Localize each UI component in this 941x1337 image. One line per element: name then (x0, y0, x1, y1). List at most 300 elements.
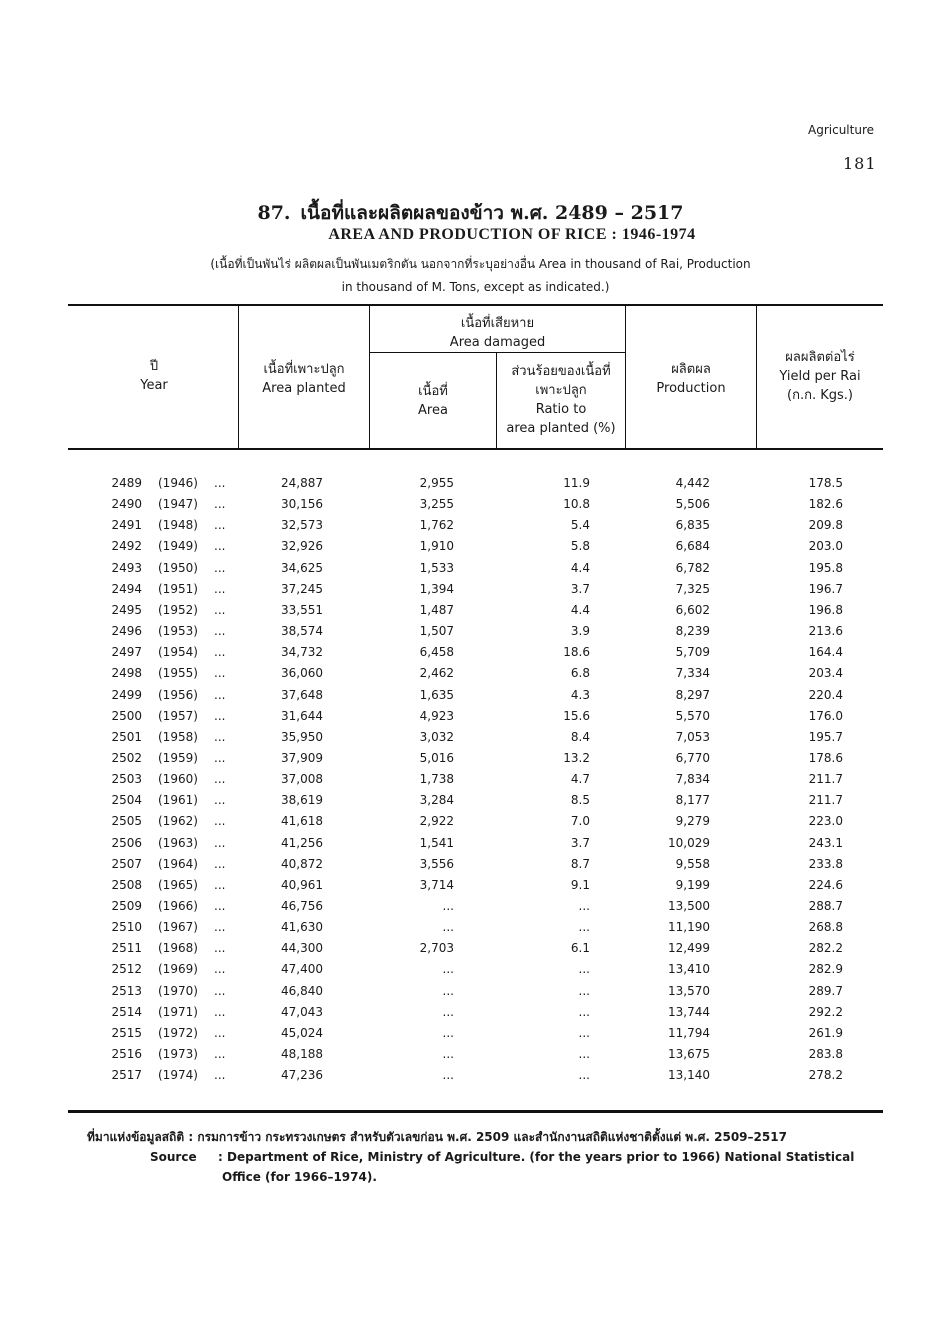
cell-year-be: 2499 (111, 687, 142, 702)
cell-production: 13,675 (668, 1047, 710, 1062)
cell-yield: 282.9 (808, 962, 843, 977)
table-row (0, 878, 941, 896)
cell-area-damaged: 1,533 (419, 560, 454, 575)
cell-ratio: ... (578, 1025, 590, 1040)
cell-area-damaged: 1,762 (419, 518, 454, 533)
cell-ratio: 8.4 (570, 729, 590, 744)
table-number: 87. (257, 202, 291, 224)
title-thai-text: เนื้อที่และผลิตผลของข้าว พ.ศ. 2489 – 2517 (300, 202, 684, 224)
cell-leader-dots: ... (214, 1025, 226, 1040)
header-year (70, 357, 238, 395)
cell-leader-dots: ... (214, 793, 226, 808)
cell-year-be: 2489 (111, 476, 142, 490)
table-row (0, 582, 941, 600)
header-bottom-rule (68, 448, 883, 450)
cell-area-damaged: 1,635 (419, 687, 454, 702)
cell-area-damaged: ... (442, 1025, 454, 1040)
table-row (0, 666, 941, 684)
cell-area-planted: 31,644 (281, 708, 323, 723)
header-area-planted (239, 360, 369, 398)
cell-year-ce: (1969) (158, 962, 198, 977)
cell-ratio: 9.1 (570, 877, 590, 892)
cell-year-ce: (1965) (158, 877, 198, 892)
table-row (0, 709, 941, 727)
cell-year-ce: (1964) (158, 856, 198, 871)
cell-year-ce: (1957) (158, 708, 198, 723)
header-ratio-english-2: area planted (%) (506, 421, 616, 436)
cell-leader-dots: ... (214, 877, 226, 892)
cell-yield: 203.4 (808, 666, 843, 681)
cell-area-damaged: ... (442, 1068, 454, 1083)
table-row (0, 836, 941, 854)
cell-ratio: ... (578, 899, 590, 913)
cell-year-be: 2509 (111, 899, 142, 913)
cell-area-damaged: ... (442, 1004, 454, 1019)
cell-year-be: 2491 (111, 518, 142, 533)
cell-year-ce: (1956) (158, 687, 198, 702)
table-row (0, 793, 941, 811)
cell-ratio: 3.7 (570, 581, 590, 596)
cell-area-damaged: 3,032 (419, 729, 454, 744)
cell-leader-dots: ... (214, 1068, 226, 1083)
cell-production: 9,199 (675, 877, 710, 892)
cell-yield: 288.7 (808, 899, 843, 913)
cell-leader-dots: ... (214, 941, 226, 956)
cell-ratio: 4.7 (570, 772, 590, 787)
cell-area-damaged: 3,255 (419, 497, 454, 512)
cell-year-be: 2512 (111, 962, 142, 977)
cell-yield: 233.8 (808, 856, 843, 871)
cell-leader-dots: ... (214, 539, 226, 554)
cell-area-damaged: ... (442, 899, 454, 913)
cell-area-planted: 40,961 (281, 877, 323, 892)
cell-year-ce: (1972) (158, 1025, 198, 1040)
cell-production: 7,834 (675, 772, 710, 787)
header-ratio-thai-1: ส่วนร้อยของเนื้อที่ (511, 364, 611, 379)
cell-leader-dots: ... (214, 687, 226, 702)
cell-leader-dots: ... (214, 476, 226, 490)
cell-ratio: 3.7 (570, 835, 590, 850)
cell-ratio: 3.9 (570, 624, 590, 639)
cell-area-damaged: 1,394 (419, 581, 454, 596)
cell-production: 13,744 (668, 1004, 710, 1019)
table-row (0, 920, 941, 938)
table-row (0, 1026, 941, 1044)
cell-area-planted: 37,648 (281, 687, 323, 702)
running-header: Agriculture (808, 123, 874, 137)
cell-production: 8,239 (675, 624, 710, 639)
cell-yield: 282.2 (808, 941, 843, 956)
cell-production: 7,053 (675, 729, 710, 744)
table-row (0, 476, 941, 494)
cell-yield: 268.8 (808, 920, 843, 935)
cell-leader-dots: ... (214, 920, 226, 935)
cell-leader-dots: ... (214, 645, 226, 660)
cell-production: 5,709 (675, 645, 710, 660)
table-row (0, 1005, 941, 1023)
cell-area-damaged: 2,462 (419, 666, 454, 681)
cell-production: 11,190 (668, 920, 710, 935)
cell-production: 5,506 (675, 497, 710, 512)
cell-area-planted: 37,245 (281, 581, 323, 596)
header-yield-english: Yield per Rai (779, 369, 861, 384)
cell-year-be: 2507 (111, 856, 142, 871)
cell-ratio: 5.8 (570, 539, 590, 554)
cell-production: 8,297 (675, 687, 710, 702)
cell-area-planted: 46,756 (281, 899, 323, 913)
cell-area-damaged: ... (442, 920, 454, 935)
cell-area-planted: 47,400 (281, 962, 323, 977)
cell-area-planted: 41,630 (281, 920, 323, 935)
cell-year-ce: (1962) (158, 814, 198, 829)
header-area-damaged-thai: เนื้อที่เสียหาย (460, 316, 535, 331)
header-production-thai: ผลิตผล (671, 362, 711, 377)
cell-ratio: ... (578, 962, 590, 977)
cell-yield: 223.0 (808, 814, 843, 829)
cell-area-planted: 36,060 (281, 666, 323, 681)
cell-year-be: 2505 (111, 814, 142, 829)
cell-area-planted: 47,236 (281, 1068, 323, 1083)
table-row (0, 1047, 941, 1065)
source-english (150, 1147, 854, 1187)
cell-yield: 278.2 (808, 1068, 843, 1083)
source-colon-english: : (218, 1150, 223, 1164)
cell-area-planted: 34,625 (281, 560, 323, 575)
cell-year-be: 2504 (111, 793, 142, 808)
cell-year-be: 2497 (111, 645, 142, 660)
cell-year-ce: (1953) (158, 624, 198, 639)
cell-area-planted: 45,024 (281, 1025, 323, 1040)
cell-production: 7,334 (675, 666, 710, 681)
cell-year-ce: (1968) (158, 941, 198, 956)
cell-year-be: 2492 (111, 539, 142, 554)
cell-year-ce: (1961) (158, 793, 198, 808)
cell-ratio: 7.0 (570, 814, 590, 829)
cell-leader-dots: ... (214, 560, 226, 575)
cell-area-planted: 32,926 (281, 539, 323, 554)
cell-ratio: ... (578, 1047, 590, 1062)
cell-leader-dots: ... (214, 581, 226, 596)
cell-year-be: 2495 (111, 602, 142, 617)
header-year-thai: ปี (149, 359, 159, 374)
cell-production: 6,602 (675, 602, 710, 617)
cell-area-planted: 47,043 (281, 1004, 323, 1019)
cell-area-damaged: 1,910 (419, 539, 454, 554)
cell-leader-dots: ... (214, 856, 226, 871)
table-row (0, 603, 941, 621)
cell-production: 9,279 (675, 814, 710, 829)
cell-ratio: 6.8 (570, 666, 590, 681)
cell-area-planted: 38,574 (281, 624, 323, 639)
cell-area-damaged: 3,284 (419, 793, 454, 808)
table-top-rule (68, 304, 883, 306)
cell-year-be: 2510 (111, 920, 142, 935)
cell-production: 12,499 (668, 941, 710, 956)
cell-ratio: 8.7 (570, 856, 590, 871)
cell-year-ce: (1966) (158, 899, 198, 913)
cell-year-ce: (1952) (158, 602, 198, 617)
cell-yield: 196.7 (808, 581, 843, 596)
cell-area-planted: 37,909 (281, 750, 323, 765)
cell-yield: 209.8 (808, 518, 843, 533)
cell-ratio: ... (578, 983, 590, 998)
cell-year-be: 2513 (111, 983, 142, 998)
cell-area-planted: 37,008 (281, 772, 323, 787)
cell-year-ce: (1955) (158, 666, 198, 681)
cell-area-damaged: 2,703 (419, 941, 454, 956)
cell-year-be: 2494 (111, 581, 142, 596)
header-damaged-area (370, 382, 496, 420)
cell-leader-dots: ... (214, 899, 226, 913)
cell-area-planted: 38,619 (281, 793, 323, 808)
cell-yield: 292.2 (808, 1004, 843, 1019)
cell-yield: 178.6 (808, 750, 843, 765)
cell-area-planted: 35,950 (281, 729, 323, 744)
cell-year-be: 2502 (111, 750, 142, 765)
header-area-planted-english: Area planted (262, 381, 346, 396)
cell-yield: 203.0 (808, 539, 843, 554)
cell-year-be: 2500 (111, 708, 142, 723)
cell-area-damaged: ... (442, 983, 454, 998)
cell-area-planted: 24,887 (281, 476, 323, 490)
cell-ratio: 13.2 (563, 750, 590, 765)
damaged-subheader-rule (369, 352, 625, 353)
cell-ratio: ... (578, 1068, 590, 1083)
cell-ratio: 15.6 (563, 708, 590, 723)
cell-leader-dots: ... (214, 518, 226, 533)
cell-yield: 196.8 (808, 602, 843, 617)
cell-year-be: 2503 (111, 772, 142, 787)
cell-production: 6,835 (675, 518, 710, 533)
table-row (0, 814, 941, 832)
cell-leader-dots: ... (214, 708, 226, 723)
cell-year-ce: (1971) (158, 1004, 198, 1019)
cell-leader-dots: ... (214, 983, 226, 998)
table-row (0, 561, 941, 579)
cell-yield: 176.0 (808, 708, 843, 723)
header-yield-thai: ผลผลิตต่อไร่ (785, 350, 855, 365)
cell-leader-dots: ... (214, 1047, 226, 1062)
cell-leader-dots: ... (214, 962, 226, 977)
source-text-thai: กรมการข้าว กระทรวงเกษตร สำหรับตัวเลขก่อน พ.ศ. 2509 และสำนักงานสถิติแห่งชาติตั้งแต่ พ.ศ. 2509–2517 (197, 1130, 787, 1144)
header-yield-unit: (ก.ก. Kgs.) (787, 388, 853, 403)
cell-leader-dots: ... (214, 1004, 226, 1019)
cell-leader-dots: ... (214, 729, 226, 744)
cell-leader-dots: ... (214, 497, 226, 512)
cell-ratio: 4.4 (570, 560, 590, 575)
table-row (0, 539, 941, 557)
cell-yield: 211.7 (808, 793, 843, 808)
cell-yield: 283.8 (808, 1047, 843, 1062)
cell-year-ce: (1946) (158, 476, 198, 490)
cell-area-damaged: 1,738 (419, 772, 454, 787)
cell-year-ce: (1963) (158, 835, 198, 850)
cell-leader-dots: ... (214, 835, 226, 850)
header-ratio (497, 362, 625, 438)
table-row (0, 624, 941, 642)
table-row (0, 899, 941, 917)
page-number: 181 (843, 154, 877, 173)
header-production (626, 360, 756, 398)
cell-area-planted: 40,872 (281, 856, 323, 871)
header-ratio-thai-2: เพาะปลูก (535, 383, 587, 398)
cell-yield: 178.5 (808, 476, 843, 490)
table-title-thai (0, 198, 941, 228)
cell-year-be: 2496 (111, 624, 142, 639)
header-year-english: Year (140, 378, 168, 393)
cell-area-planted: 34,732 (281, 645, 323, 660)
cell-production: 6,770 (675, 750, 710, 765)
cell-ratio: 11.9 (563, 476, 590, 490)
source-text-english-line2: Office (for 1966–1974). (222, 1170, 377, 1184)
cell-production: 9,558 (675, 856, 710, 871)
table-row (0, 730, 941, 748)
cell-yield: 220.4 (808, 687, 843, 702)
cell-production: 13,570 (668, 983, 710, 998)
cell-year-be: 2508 (111, 877, 142, 892)
cell-area-damaged: 4,923 (419, 708, 454, 723)
cell-area-damaged: 2,955 (419, 476, 454, 490)
cell-year-be: 2511 (111, 941, 142, 956)
cell-year-be: 2498 (111, 666, 142, 681)
cell-yield: 224.6 (808, 877, 843, 892)
table-bottom-rule (68, 1110, 883, 1113)
cell-year-ce: (1949) (158, 539, 198, 554)
cell-ratio: 4.4 (570, 602, 590, 617)
cell-area-damaged: 2,922 (419, 814, 454, 829)
units-note-line2: in thousand of M. Tons, except as indicated.) (341, 280, 610, 294)
cell-area-planted: 41,618 (281, 814, 323, 829)
cell-area-planted: 48,188 (281, 1047, 323, 1062)
cell-year-ce: (1970) (158, 983, 198, 998)
cell-production: 5,570 (675, 708, 710, 723)
source-label-thai: ที่มาแห่งข้อมูลสถิติ (87, 1130, 185, 1144)
table-row (0, 688, 941, 706)
cell-production: 11,794 (668, 1025, 710, 1040)
cell-area-planted: 30,156 (281, 497, 323, 512)
table-row (0, 645, 941, 663)
cell-area-planted: 46,840 (281, 983, 323, 998)
cell-year-ce: (1951) (158, 581, 198, 596)
cell-yield: 211.7 (808, 772, 843, 787)
cell-year-be: 2514 (111, 1004, 142, 1019)
cell-year-be: 2516 (111, 1047, 142, 1062)
cell-leader-dots: ... (214, 750, 226, 765)
cell-yield: 213.6 (808, 624, 843, 639)
source-colon-thai: : (188, 1130, 194, 1144)
table-row (0, 857, 941, 875)
cell-year-ce: (1958) (158, 729, 198, 744)
cell-year-be: 2493 (111, 560, 142, 575)
cell-area-damaged: 5,016 (419, 750, 454, 765)
cell-ratio: ... (578, 1004, 590, 1019)
table-row (0, 751, 941, 769)
header-damaged-area-thai: เนื้อที่ (418, 384, 448, 399)
cell-year-ce: (1960) (158, 772, 198, 787)
cell-production: 4,442 (675, 476, 710, 490)
table-row (0, 941, 941, 959)
cell-ratio: 8.5 (570, 793, 590, 808)
cell-ratio: ... (578, 920, 590, 935)
cell-area-damaged: 1,487 (419, 602, 454, 617)
header-area-planted-thai: เนื้อที่เพาะปลูก (263, 362, 345, 377)
cell-leader-dots: ... (214, 772, 226, 787)
header-ratio-english-1: Ratio to (535, 402, 587, 417)
source-thai (87, 1128, 787, 1147)
cell-area-planted: 44,300 (281, 941, 323, 956)
cell-area-damaged: 1,507 (419, 624, 454, 639)
cell-area-planted: 32,573 (281, 518, 323, 533)
cell-production: 6,684 (675, 539, 710, 554)
table-row (0, 1068, 941, 1086)
header-damaged-area-english: Area (418, 403, 448, 418)
cell-year-ce: (1947) (158, 497, 198, 512)
cell-ratio: 4.3 (570, 687, 590, 702)
cell-area-planted: 33,551 (281, 602, 323, 617)
header-production-english: Production (656, 381, 726, 396)
cell-production: 10,029 (668, 835, 710, 850)
cell-leader-dots: ... (214, 624, 226, 639)
table-title-english: AREA AND PRODUCTION OF RICE : 1946-1974 (328, 226, 696, 243)
cell-year-ce: (1954) (158, 645, 198, 660)
cell-yield: 289.7 (808, 983, 843, 998)
table-row (0, 497, 941, 515)
cell-yield: 182.6 (808, 497, 843, 512)
cell-yield: 164.4 (808, 645, 843, 660)
cell-year-be: 2515 (111, 1025, 142, 1040)
cell-yield: 261.9 (808, 1025, 843, 1040)
source-text-english-line1: Department of Rice, Ministry of Agriculture. (for the years prior to 1966) National Statistical (227, 1150, 855, 1164)
cell-production: 13,500 (668, 899, 710, 913)
cell-year-be: 2506 (111, 835, 142, 850)
cell-production: 8,177 (675, 793, 710, 808)
cell-production: 13,140 (668, 1068, 710, 1083)
cell-ratio: 18.6 (563, 645, 590, 660)
cell-year-ce: (1967) (158, 920, 198, 935)
cell-production: 6,782 (675, 560, 710, 575)
header-area-damaged-english: Area damaged (449, 335, 546, 350)
cell-leader-dots: ... (214, 666, 226, 681)
cell-area-damaged: 3,556 (419, 856, 454, 871)
cell-year-be: 2490 (111, 497, 142, 512)
table-row (0, 984, 941, 1002)
cell-area-damaged: 3,714 (419, 877, 454, 892)
cell-year-be: 2501 (111, 729, 142, 744)
header-area-damaged (370, 314, 625, 352)
cell-yield: 195.7 (808, 729, 843, 744)
cell-year-ce: (1948) (158, 518, 198, 533)
cell-yield: 243.1 (808, 835, 843, 850)
cell-area-damaged: 6,458 (419, 645, 454, 660)
units-note-line1: (เนื้อที่เป็นพันไร่ ผลิตผลเป็นพันเมตริกตัน นอกจากที่ระบุอย่างอื่น Area in thousand of Rai, Production (210, 257, 751, 271)
source-label-english: Source (150, 1150, 197, 1164)
cell-area-damaged: ... (442, 1047, 454, 1062)
cell-ratio: 6.1 (570, 941, 590, 956)
cell-production: 13,410 (668, 962, 710, 977)
table-row (0, 772, 941, 790)
header-yield (757, 348, 883, 405)
cell-yield: 195.8 (808, 560, 843, 575)
cell-area-damaged: 1,541 (419, 835, 454, 850)
cell-year-ce: (1974) (158, 1068, 198, 1083)
cell-year-ce: (1973) (158, 1047, 198, 1062)
table-row (0, 518, 941, 536)
table-row (0, 962, 941, 980)
cell-leader-dots: ... (214, 814, 226, 829)
cell-area-damaged: ... (442, 962, 454, 977)
cell-ratio: 10.8 (563, 497, 590, 512)
cell-year-ce: (1950) (158, 560, 198, 575)
